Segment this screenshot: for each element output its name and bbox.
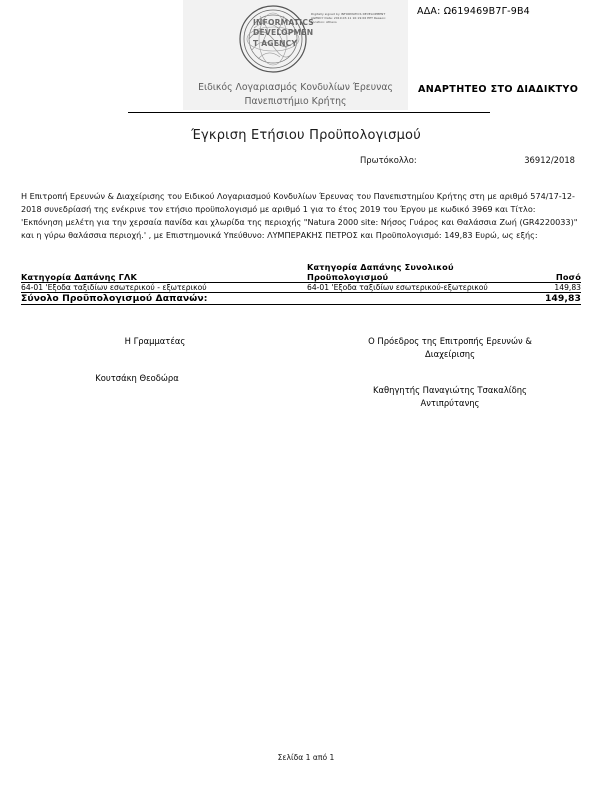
column-header-glk-category: Κατηγορία Δαπάνης ΓΛΚ <box>21 272 137 282</box>
signature-right-name <box>340 384 560 410</box>
institution-caption <box>183 81 408 108</box>
signature-right-role-line2: Διαχείρισης <box>425 349 475 360</box>
cell-amount: 149,83 <box>554 283 581 292</box>
signature-right-name-line1: Καθηγητής Παναγιώτης Τσακαλίδης <box>373 385 527 395</box>
total-label: Σύνολο Προϋπολογισμού Δαπανών: <box>21 293 208 304</box>
protocol-label: Πρωτόκολλο: <box>360 155 417 165</box>
header-divider <box>128 112 490 113</box>
ada-code-line: ΑΔΑ: Ω619469Β7Γ-9Β4 <box>417 6 530 17</box>
column-header-total-category: Κατηγορία Δαπάνης Συνολικού Προϋπολογισμού <box>307 262 454 282</box>
cell-glk-category: 64-01 'Εξοδα ταξιδίων εσωτερικού - εξωτερικού <box>21 283 207 292</box>
cell-total-category: 64-01 'Εξοδα ταξιδίων εσωτερικού-εξωτερικού <box>307 283 488 292</box>
seal-ring-text-middle: DEVELOPMEN <box>253 28 314 38</box>
budget-table <box>21 262 581 305</box>
protocol-row <box>360 155 580 165</box>
seal-ring-text-top: INFORMATICS <box>253 18 314 27</box>
table-row <box>21 283 581 293</box>
signature-right-role-line1: Ο Πρόεδρος της Επιτροπής Ερευνών & <box>368 336 532 346</box>
institution-caption-line2: Πανεπιστήμιο Κρήτης <box>244 95 347 107</box>
page-title: Έγκριση Ετήσιου Προϋπολογισμού <box>191 128 421 143</box>
seal-ring-text-bottom: T AGENCY <box>253 38 298 48</box>
table-total-row <box>21 293 581 305</box>
signature-left-role: Η Γραμματέας <box>124 336 186 346</box>
signature-left-name: Κουτσάκη Θεοδώρα <box>95 373 179 383</box>
decision-paragraph: Η Επιτροπή Ερευνών & Διαχείρισης του Ειδικού Λογαριασμού Κονδυλίων Έρευνας του Πανεπιστημίου Κρήτης στη με αριθμό 574/17-12-2018 συνεδρίασή της ενέκρινε τον ετήσιο προϋπολογισμό με αριθμό 1 για το έτος 2019 του Έργου με κωδικό 3969 και Τίτλο: 'Εκπόνηση μελέτη για την χερσαία πανίδα και χλωρίδα της περιοχής "Natura 2000 site: Νήσος Γυάρος και Θαλάσσια Ζωή (GR4220033)" και η γύρω θαλάσσια περιοχή.' , με Επιστημονικά Υπεύθυνο: ΛΥΜΠΕΡΑΚΗΣ ΠΕΤΡΟΣ και Προϋπολογισμό: 149,83 Ευρώ, ως εξής: <box>21 191 578 241</box>
column-header-amount: Ποσό <box>555 272 581 282</box>
publication-notice: ΑΝΑΡΤΗΤΕΟ ΣΤΟ ΔΙΑΔΙΚΤΥΟ <box>418 84 579 95</box>
total-value: 149,83 <box>544 293 581 304</box>
table-header-row <box>21 262 581 283</box>
signature-right-role <box>340 335 560 361</box>
institution-caption-line1: Ειδικός Λογαριασμός Κονδυλίων Έρευνας <box>198 82 393 94</box>
institution-logo-block <box>183 0 408 110</box>
protocol-value: 36912/2018 <box>524 155 575 165</box>
digital-signature-stamp-text: Digitally signed by INFORMATICS DEVELOPMENT AGENCY Date: 2019.03.11 10:19:06 EET Reason: Location: Athens <box>311 12 387 25</box>
signature-right-name-line2: Αντιπρύτανης <box>420 398 480 409</box>
page-indicator: Σελίδα 1 από 1 <box>277 753 335 762</box>
